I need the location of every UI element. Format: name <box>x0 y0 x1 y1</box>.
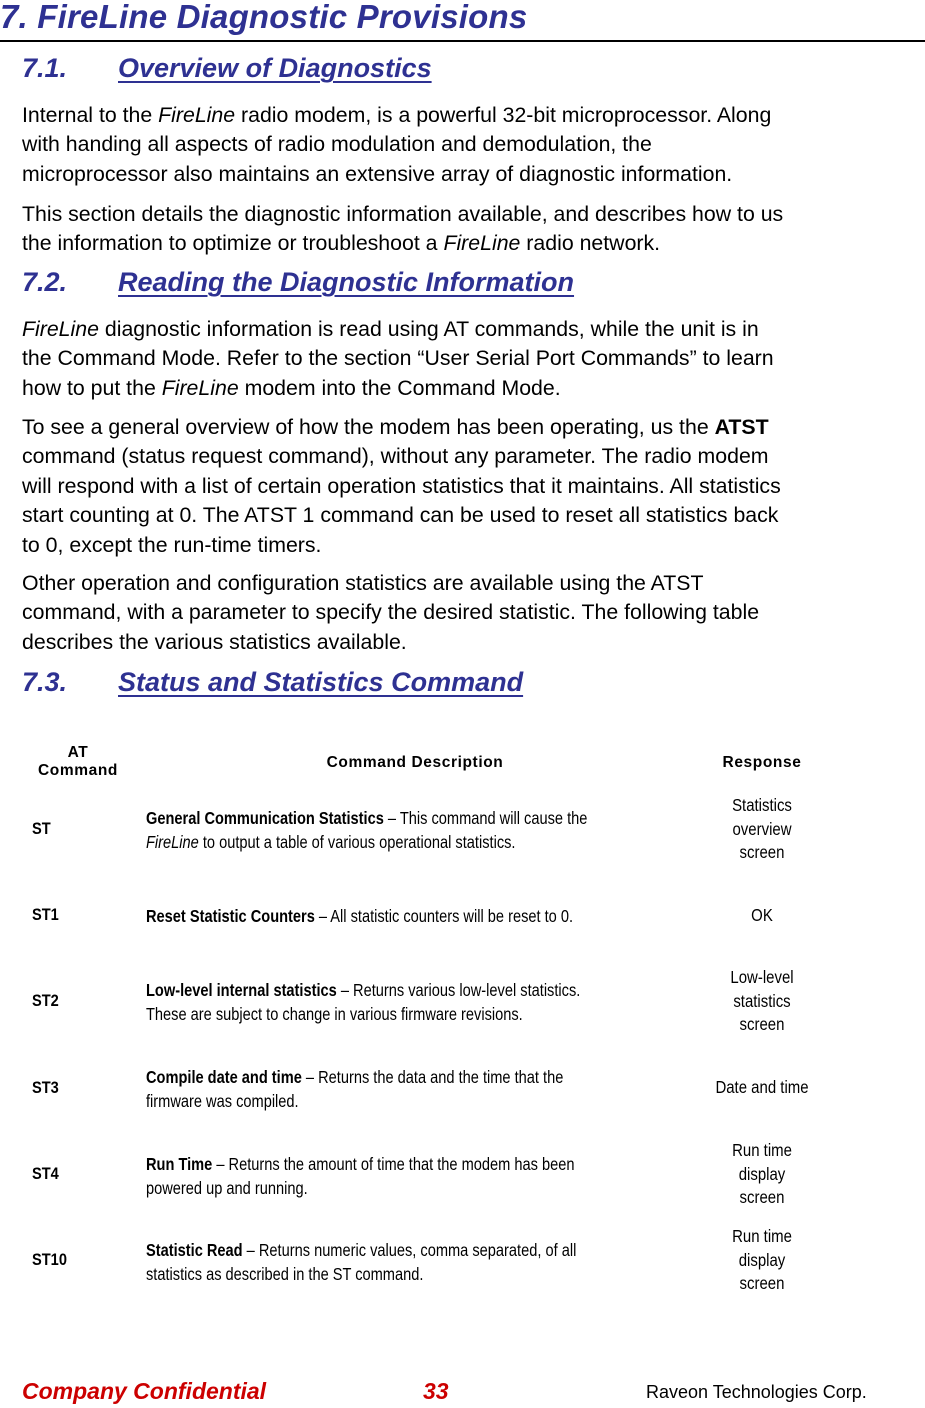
table-row-description: Compile date and time – Returns the data and the time that the firmware was compiled. <box>146 1067 564 1111</box>
text-line: FireLine diagnostic information is read using AT commands, while the unit is in <box>22 317 759 341</box>
table-header-command: AT Command <box>38 744 118 779</box>
text-line: describes the various statistics available. <box>22 629 407 654</box>
table-row-response: Date and time <box>715 1077 809 1097</box>
chapter-title: 7. FireLine Diagnostic Provisions <box>0 0 528 35</box>
table-row-description: Reset Statistic Counters – All statistic counters will be reset to 0. <box>146 906 574 926</box>
section-title: Reading the Diagnostic Information <box>118 267 575 297</box>
text-line: command, with a parameter to specify the desired statistic. The following table <box>22 600 760 625</box>
paragraph-overview-2 <box>22 200 912 259</box>
table-row-description: Statistic Read – Returns numeric values, comma separated, of all statistics as described in the ST command. <box>146 1240 577 1284</box>
text-line: To see a general overview of how the modem has been operating, us the ATST <box>22 415 769 439</box>
chapter-divider <box>0 40 925 42</box>
section-number: 7.2. <box>22 267 68 297</box>
footer-company: Raveon Technologies Corp. <box>646 1382 867 1402</box>
paragraph-reading-1 <box>22 315 912 403</box>
text-line: start counting at 0. The ATST 1 command can be used to reset all statistics back <box>22 503 779 528</box>
table-row-command: ST1 <box>32 905 59 924</box>
text-line: will respond with a list of certain operation statistics that it maintains. All statistics <box>22 473 781 498</box>
table-row-command: ST3 <box>32 1078 59 1097</box>
table-row-description: Run Time – Returns the amount of time that the modem has been powered up and running. <box>146 1154 575 1198</box>
section-title: Overview of Diagnostics <box>118 53 432 83</box>
table-row-command: ST10 <box>32 1250 67 1269</box>
table-row-response: Low-level statistics screen <box>730 967 794 1034</box>
text-line: with handing all aspects of radio modulation and demodulation, the <box>22 132 652 157</box>
text-line: Other operation and configuration statistics are available using the ATST <box>22 571 704 595</box>
section-number: 7.1. <box>22 53 68 83</box>
table-row-description: General Communication Statistics – This command will cause the FireLine to output a table of various operational statistics. <box>146 808 588 852</box>
paragraph-overview-1 <box>22 101 912 189</box>
text-line: This section details the diagnostic information available, and describes how to us <box>22 202 784 226</box>
section-title: Status and Statistics Command <box>118 667 524 697</box>
section-number: 7.3. <box>22 667 68 697</box>
table-row-response: Run time display screen <box>732 1140 792 1207</box>
table-row-command: ST <box>32 819 51 838</box>
text-line: the Command Mode. Refer to the section “User Serial Port Commands” to learn <box>22 346 774 371</box>
table-row-command: ST4 <box>32 1164 59 1183</box>
text-line: Internal to the FireLine radio modem, is a powerful 32-bit microprocessor. Along <box>22 103 772 127</box>
text-line: microprocessor also maintains an extensive array of diagnostic information. <box>22 161 733 186</box>
table-row-description: Low-level internal statistics – Returns various low-level statistics. These are subject to change in various firmware revisions. <box>146 980 581 1024</box>
paragraph-reading-2 <box>22 413 912 560</box>
table-row-response: Run time display screen <box>732 1226 792 1293</box>
text-line: the information to optimize or troubleshoot a FireLine radio network. <box>22 231 661 256</box>
text-line: how to put the FireLine modem into the Command Mode. <box>22 375 561 400</box>
page-number: 33 <box>423 1378 449 1404</box>
table-row-response: Statistics overview screen <box>732 795 792 862</box>
table-header-description: Command Description <box>326 754 504 771</box>
table-row-command: ST2 <box>32 991 59 1010</box>
paragraph-reading-3 <box>22 569 912 657</box>
table-header-response: Response <box>722 754 802 771</box>
footer-confidential: Company Confidential <box>22 1378 267 1404</box>
text-line: to 0, except the run-time timers. <box>22 532 322 557</box>
table-row-response: OK <box>751 905 773 925</box>
text-line: command (status request command), without any parameter. The radio modem <box>22 444 769 469</box>
